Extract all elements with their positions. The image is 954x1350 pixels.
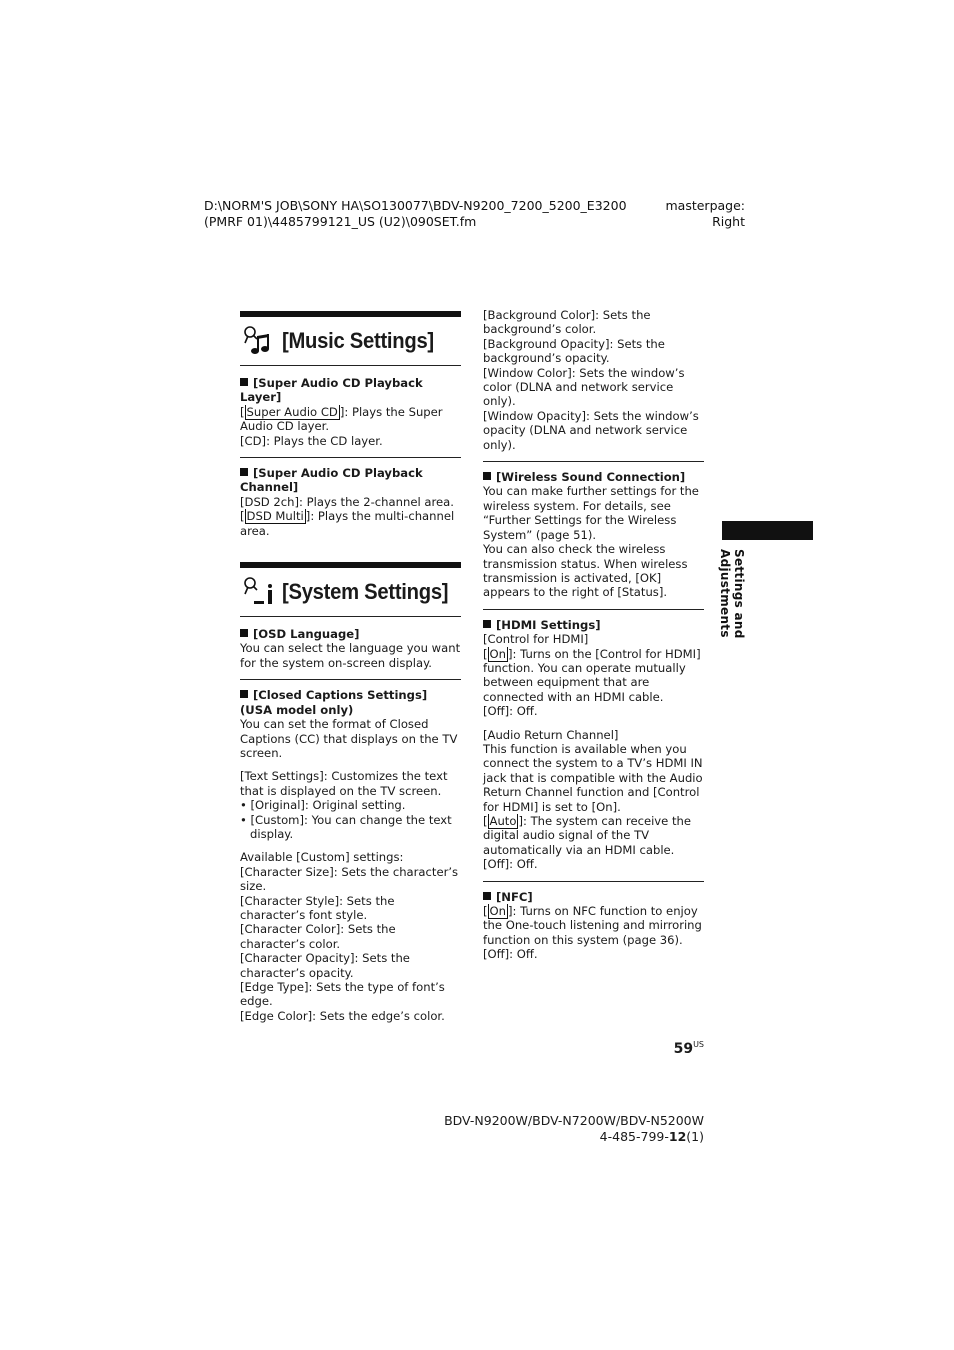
region-suffix: US [693, 1040, 704, 1049]
right-column [483, 308, 704, 962]
music-settings-heading [240, 311, 461, 366]
default-option: DSD Multi [246, 509, 304, 524]
bullet-square-icon [240, 690, 248, 698]
default-option: On [489, 904, 507, 919]
divider [483, 461, 704, 462]
setting-item: [Window Opacity]: Sets the window’s opacity (DLNA and network service only). [483, 408, 699, 452]
paragraph: You can also check the wireless transmission status. When wireless transmission is activated, [OK] appears to the right of [Status]. [483, 542, 688, 600]
subsetting-title: [Audio Return Channel] [483, 727, 619, 742]
setting-option: [ On ]: Turns on the [Control for HDMI] function. You can operate mutually between equipment that are connected with an HDMI cable. [483, 646, 701, 704]
bullet-item: • [Original]: Original setting. [240, 798, 406, 813]
section-title: [System Settings] [282, 578, 449, 604]
setting-item: [Character Size]: Sets the character’s size. [240, 864, 459, 894]
system-settings-heading [240, 562, 461, 617]
left-column [240, 311, 461, 1023]
paragraph: This function is available when you connect the system to a TV’s HDMI IN jack that is compatible with the Audio Return Channel function and [Control for HDMI] is set to [On]. [483, 741, 703, 814]
paragraph: Available [Custom] settings: [240, 850, 404, 865]
setting-option: [DSD 2ch]: Plays the 2-channel area. [240, 494, 454, 509]
setting-item: [Edge Color]: Sets the edge’s color. [240, 1008, 445, 1023]
setting-item: [Character Style]: Sets the character’s font style. [240, 893, 395, 922]
bullet-item: • [Custom]: You can change the text display. [240, 812, 452, 841]
paragraph: You can select the language you want for the system on-screen display. [240, 641, 461, 670]
default-option: Auto [489, 814, 517, 828]
bullet-square-icon [483, 620, 491, 628]
paragraph: [Text Settings]: Customizes the text that is displayed on the TV screen. [240, 769, 448, 798]
section-title: [Music Settings] [282, 327, 434, 353]
chapter-side-label: Settings and Adjustments [718, 549, 746, 639]
paragraph: You can set the format of Closed Captions (CC) that displays on the TV screen. [240, 717, 458, 760]
setting-item: [Edge Type]: Sets the type of font’s edge. [240, 980, 445, 1009]
osd-language-heading: [OSD Language] [240, 627, 461, 641]
setting-option: [CD]: Plays the CD layer. [240, 433, 383, 448]
setting-option: [Off]: Off. [483, 857, 538, 872]
divider [240, 679, 461, 680]
setting-item: [Background Opacity]: Sets the background’s opacity. [483, 336, 665, 366]
setting-item: [Window Color]: Sets the window’s color (DLNA and network service only). [483, 365, 685, 409]
footer [420, 1113, 704, 1145]
masterpage-value: Right [712, 214, 745, 229]
setting-item: [Background Color]: Sets the background’s color. [483, 308, 651, 337]
setting-item: [Character Opacity]: Sets the character’s opacity. [240, 951, 410, 980]
setting-option: [Off]: Off. [483, 704, 538, 719]
setting-option: [ Super Audio CD ]: Plays the Super Audio CD layer. [240, 404, 443, 434]
setting-item: [Character Color]: Sets the character’s color. [240, 922, 396, 951]
hdmi-settings-heading: [HDMI Settings] [483, 618, 704, 632]
file-path-line: (PMRF 01)\4485799121_US (U2)\090SET.fm [204, 214, 477, 229]
bullet-square-icon [240, 378, 248, 386]
setting-option: [ Auto ]: The system can receive the digital audio signal of the TV automatically via an HDMI cable. [483, 814, 692, 857]
setting-option: [ DSD Multi ]: Plays the multi-channel area. [240, 509, 455, 538]
closed-captions-heading: [Closed Captions Settings] (USA model only) [240, 688, 428, 717]
bullet-square-icon [483, 892, 491, 900]
wireless-sound-heading: [Wireless Sound Connection] [483, 470, 704, 484]
sacd-layer-heading: [Super Audio CD Playback Layer] [240, 376, 423, 405]
divider [483, 609, 704, 610]
paragraph: You can make further settings for the wireless system. For details, see “Further Settings for the Wireless System” (page 51). [483, 484, 699, 542]
masterpage-label: masterpage: [665, 198, 745, 213]
setting-option: [ On ]: Turns on NFC function to enjoy the One-touch listening and mirroring function on this system (page 36). [483, 904, 702, 947]
music-note-icon [242, 323, 278, 359]
sacd-channel-heading: [Super Audio CD Playback Channel] [240, 466, 423, 495]
subsetting-title: [Control for HDMI] [483, 632, 589, 647]
file-path-line: D:\NORM'S JOB\SONY HA\SO130077\BDV-N9200_7200_5200_E3200 [204, 198, 627, 213]
chapter-tab-marker [722, 521, 813, 540]
divider [483, 881, 704, 882]
bullet-square-icon [483, 472, 491, 480]
divider [240, 457, 461, 458]
bullet-square-icon [240, 629, 248, 637]
file-path-header [204, 198, 644, 230]
nfc-heading: [NFC] [483, 890, 704, 904]
setting-option: [Off]: Off. [483, 947, 538, 962]
default-option: On [489, 646, 507, 661]
document-code: 4-485-799-12(1) [599, 1129, 704, 1144]
masterpage-header [655, 198, 745, 230]
bullet-square-icon [240, 468, 248, 476]
page-number: $59^{US}$ [673, 1040, 704, 1057]
system-settings-icon [242, 574, 278, 610]
default-option: Super Audio CD [246, 404, 338, 419]
model-numbers: BDV-N9200W/BDV-N7200W/BDV-N5200W [444, 1113, 704, 1128]
